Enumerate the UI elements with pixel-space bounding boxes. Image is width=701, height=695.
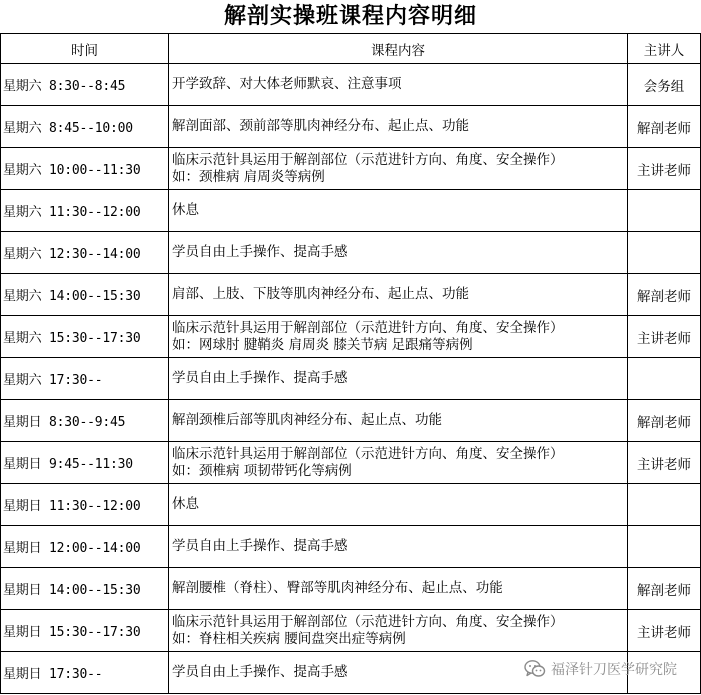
content-line: 学员自由上手操作、提高手感: [172, 370, 348, 386]
table-header-row: [1, 34, 701, 64]
time-cell: 星期六 8:45--10:00: [1, 106, 169, 148]
time-cell: 星期日 11:30--12:00: [1, 484, 169, 526]
lecturer-cell: [628, 358, 701, 400]
header-content: 课程内容: [169, 34, 628, 64]
content-line: 如：颈椎病 肩周炎等病例: [172, 168, 325, 185]
lecturer-cell: 解剖老师: [628, 400, 701, 442]
content-cell: [169, 64, 628, 106]
content-cell: [169, 484, 628, 526]
content-line: 临床示范针具运用于解剖部位（示范进针方向、角度、安全操作）: [172, 613, 564, 630]
content-cell: [169, 274, 628, 316]
content-line: 解剖腰椎（脊柱）、臀部等肌肉神经分布、起止点、功能: [172, 580, 503, 596]
table-row: [1, 358, 701, 400]
content-cell: [169, 568, 628, 610]
lecturer-cell: 主讲老师: [628, 148, 701, 190]
time-cell: 星期六 14:00--15:30: [1, 274, 169, 316]
content-cell: [169, 358, 628, 400]
table-row: [1, 190, 701, 232]
content-line: 解剖颈椎后部等肌肉神经分布、起止点、功能: [172, 412, 442, 428]
watermark: [524, 657, 677, 681]
content-cell: [169, 190, 628, 232]
content-cell: [169, 526, 628, 568]
content-cell: [169, 442, 628, 484]
table-row: [1, 610, 701, 652]
time-cell: 星期六 10:00--11:30: [1, 148, 169, 190]
page-title: 解剖实操班课程内容明细: [0, 0, 701, 34]
header-lecturer: 主讲人: [628, 34, 701, 64]
wechat-icon: [524, 659, 546, 679]
content-line: 学员自由上手操作、提高手感: [172, 664, 348, 680]
lecturer-cell: 解剖老师: [628, 568, 701, 610]
content-line: 学员自由上手操作、提高手感: [172, 538, 348, 554]
content-line: 临床示范针具运用于解剖部位（示范进针方向、角度、安全操作）: [172, 445, 564, 462]
time-cell: 星期日 17:30--: [1, 652, 169, 694]
watermark-text: 福泽针刀医学研究院: [551, 662, 677, 678]
content-cell: [169, 106, 628, 148]
lecturer-cell: 主讲老师: [628, 610, 701, 652]
schedule-table: [0, 33, 701, 694]
schedule-body: [1, 64, 701, 694]
time-cell: 星期日 14:00--15:30: [1, 568, 169, 610]
content-line: 如：网球肘 腱鞘炎 肩周炎 膝关节病 足跟痛等病例: [172, 336, 473, 353]
content-line: 休息: [172, 496, 199, 512]
content-cell: [169, 610, 628, 652]
time-cell: 星期日 9:45--11:30: [1, 442, 169, 484]
table-row: [1, 526, 701, 568]
content-cell: [169, 400, 628, 442]
table-row: [1, 64, 701, 106]
lecturer-cell: [628, 190, 701, 232]
lecturer-cell: [628, 484, 701, 526]
time-cell: 星期六 12:30--14:00: [1, 232, 169, 274]
lecturer-cell: 主讲老师: [628, 442, 701, 484]
lecturer-cell: [628, 232, 701, 274]
time-cell: 星期六 15:30--17:30: [1, 316, 169, 358]
lecturer-cell: 解剖老师: [628, 106, 701, 148]
content-line: 学员自由上手操作、提高手感: [172, 244, 348, 260]
content-line: 解剖面部、颈前部等肌肉神经分布、起止点、功能: [172, 118, 469, 134]
table-row: [1, 232, 701, 274]
lecturer-cell: 会务组: [628, 64, 701, 106]
content-line: 休息: [172, 202, 199, 218]
time-cell: 星期日 12:00--14:00: [1, 526, 169, 568]
content-line: 肩部、上肢、下肢等肌肉神经分布、起止点、功能: [172, 286, 469, 302]
time-cell: 星期六 8:30--8:45: [1, 64, 169, 106]
content-cell: [169, 316, 628, 358]
time-cell: 星期日 15:30--17:30: [1, 610, 169, 652]
lecturer-cell: 解剖老师: [628, 274, 701, 316]
table-row: [1, 274, 701, 316]
lecturer-cell: 主讲老师: [628, 316, 701, 358]
header-time: 时间: [1, 34, 169, 64]
time-cell: 星期六 11:30--12:00: [1, 190, 169, 232]
table-row: [1, 316, 701, 358]
content-line: 如：脊柱相关疾病 腰间盘突出症等病例: [172, 630, 406, 647]
content-line: 开学致辞、对大体老师默哀、注意事项: [172, 76, 402, 92]
time-cell: 星期日 8:30--9:45: [1, 400, 169, 442]
table-row: [1, 400, 701, 442]
content-line: 临床示范针具运用于解剖部位（示范进针方向、角度、安全操作）: [172, 319, 564, 336]
table-row: [1, 442, 701, 484]
table-row: [1, 106, 701, 148]
lecturer-cell: [628, 526, 701, 568]
table-row: [1, 148, 701, 190]
content-line: 如：颈椎病 项韧带钙化等病例: [172, 462, 352, 479]
time-cell: 星期六 17:30--: [1, 358, 169, 400]
content-cell: [169, 232, 628, 274]
table-row: [1, 484, 701, 526]
table-row: [1, 568, 701, 610]
content-line: 临床示范针具运用于解剖部位（示范进针方向、角度、安全操作）: [172, 151, 564, 168]
content-cell: [169, 148, 628, 190]
